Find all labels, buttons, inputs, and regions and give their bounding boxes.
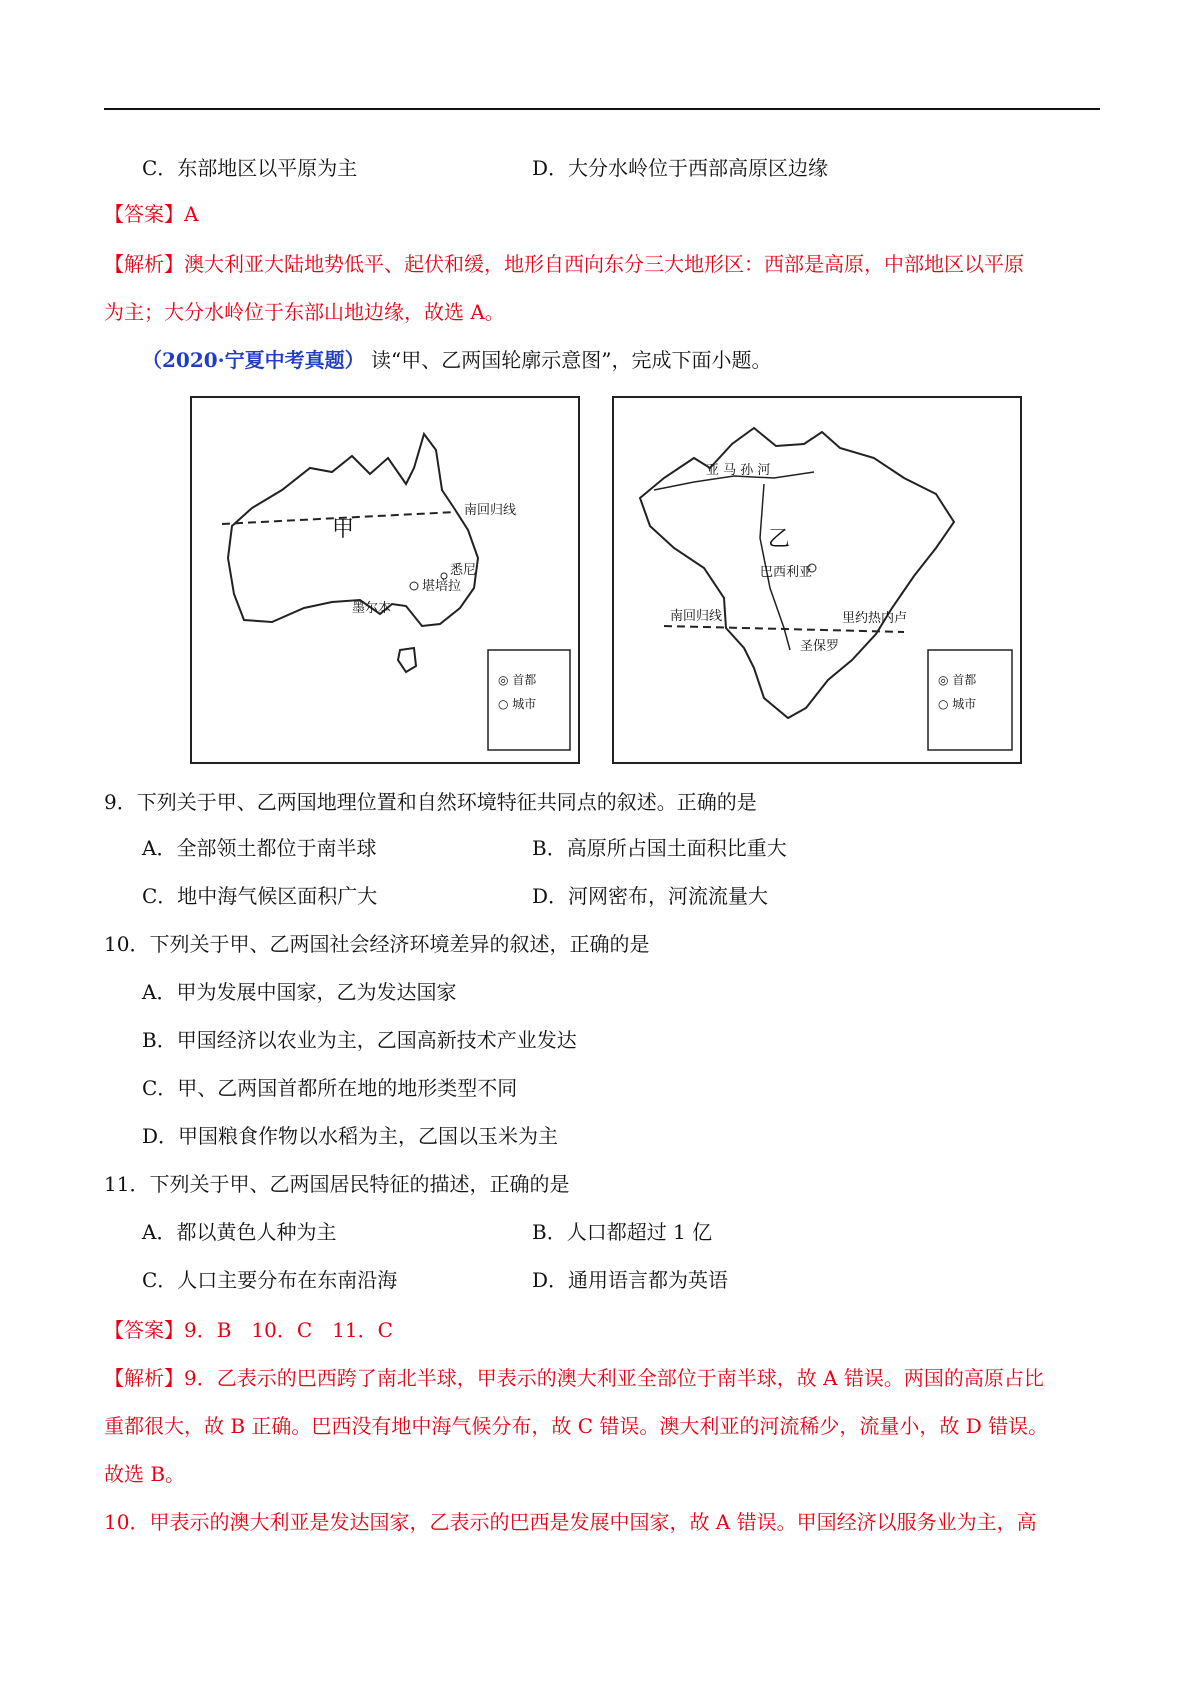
prev-option-d: D．大分水岭位于西部高原区边缘: [532, 156, 829, 180]
q10-option-b: B．甲国经济以农业为主，乙国高新技术产业发达: [142, 1028, 577, 1052]
q9-stem: 9．下列关于甲、乙两国地理位置和自然环境特征共同点的叙述。正确的是: [104, 790, 757, 814]
amazon-label: 亚 马 孙 河: [706, 463, 771, 478]
q10-option-c: C．甲、乙两国首都所在地的地形类型不同: [142, 1076, 518, 1100]
analysis-line4: 10．甲表示的澳大利亚是发达国家，乙表示的巴西是发展中国家，故 A 错误。甲国经济以服务业为主，高: [104, 1510, 1037, 1534]
legend-capital: ◎ 首都: [938, 673, 977, 687]
header-rule: [104, 108, 1100, 110]
q9-option-c: C．地中海气候区面积广大: [142, 884, 378, 908]
answers-line: [104, 1316, 393, 1344]
city-label-canberra: 堪培拉: [422, 579, 462, 594]
capital-marker: [410, 582, 418, 590]
source-text: 读“甲、乙两国轮廓示意图”，完成下面小题。: [371, 348, 772, 372]
q8-answer: [104, 200, 198, 228]
legend-city: ○ 城市: [938, 697, 977, 711]
map-australia: [190, 396, 580, 764]
map-brazil-svg: [614, 398, 1020, 762]
analysis-text-1: 9．乙表示的巴西跨了南北半球，甲表示的澳大利亚全部位于南半球，故 A 错误。两国的高原占比: [184, 1366, 1044, 1390]
source-label: （2020·宁夏中考真题）: [142, 348, 365, 372]
tropic-label: 南回归线: [670, 609, 723, 624]
q11-option-b: B．人口都超过 1 亿: [532, 1220, 713, 1244]
analysis-text-1: 澳大利亚大陆地势低平、起伏和缓，地形自西向东分三大地形区：西部是高原，中部地区以平原: [184, 252, 1024, 276]
analysis-line2: 重都很大，故 B 正确。巴西没有地中海气候分布，故 C 错误。澳大利亚的河流稀少，流量小，故 D 错误。: [104, 1414, 1049, 1438]
country-label-jia: 甲: [332, 517, 355, 542]
q11-stem: 11．下列关于甲、乙两国居民特征的描述，正确的是: [104, 1172, 570, 1196]
city-label-melbourne: 墨尔本: [352, 601, 392, 616]
map-brazil: [612, 396, 1022, 764]
answers-tag: 【答案】: [104, 1318, 184, 1342]
analysis-line1: [104, 1364, 1044, 1392]
q9-option-a: A．全部领土都位于南半球: [142, 836, 377, 860]
answer-tag: 【答案】: [104, 202, 184, 226]
analysis-line3: 故选 B。: [104, 1462, 186, 1486]
q10-stem: 10．下列关于甲、乙两国社会经济环境差异的叙述，正确的是: [104, 932, 650, 956]
q10-option-a: A．甲为发展中国家，乙为发达国家: [142, 980, 457, 1004]
q8-analysis-line1: [104, 250, 1024, 278]
city-label-saopaulo: 圣保罗: [800, 639, 840, 654]
answers-value: 9．B 10．C 11．C: [184, 1318, 393, 1342]
tropic-label: 南回归线: [464, 503, 517, 518]
prev-option-c: C．东部地区以平原为主: [142, 156, 358, 180]
city-label-sydney: 悉尼: [450, 563, 477, 578]
answer-value: A: [184, 202, 199, 226]
analysis-tag: 【解析】: [104, 252, 184, 276]
q11-option-a: A．都以黄色人种为主: [142, 1220, 337, 1244]
q11-option-c: C．人口主要分布在东南沿海: [142, 1268, 398, 1292]
tasmania-outline: [398, 648, 416, 672]
city-label-rio: 里约热内卢: [842, 611, 908, 626]
capital-label-brasilia: 巴西利亚: [760, 565, 813, 580]
q8-analysis-line2: 为主；大分水岭位于东部山地边缘，故选 A。: [104, 300, 505, 324]
q11-option-d: D．通用语言都为英语: [532, 1268, 729, 1292]
map-australia-svg: [192, 398, 578, 762]
legend-capital: ◎ 首都: [498, 673, 537, 687]
q9-option-d: D．河网密布，河流流量大: [532, 884, 769, 908]
q9-option-b: B．高原所占国土面积比重大: [532, 836, 787, 860]
country-label-yi: 乙: [768, 527, 791, 552]
q10-option-d: D．甲国粮食作物以水稻为主，乙国以玉米为主: [142, 1124, 559, 1148]
legend-city: ○ 城市: [498, 697, 537, 711]
analysis-tag: 【解析】: [104, 1366, 184, 1390]
source-line: [142, 346, 771, 374]
